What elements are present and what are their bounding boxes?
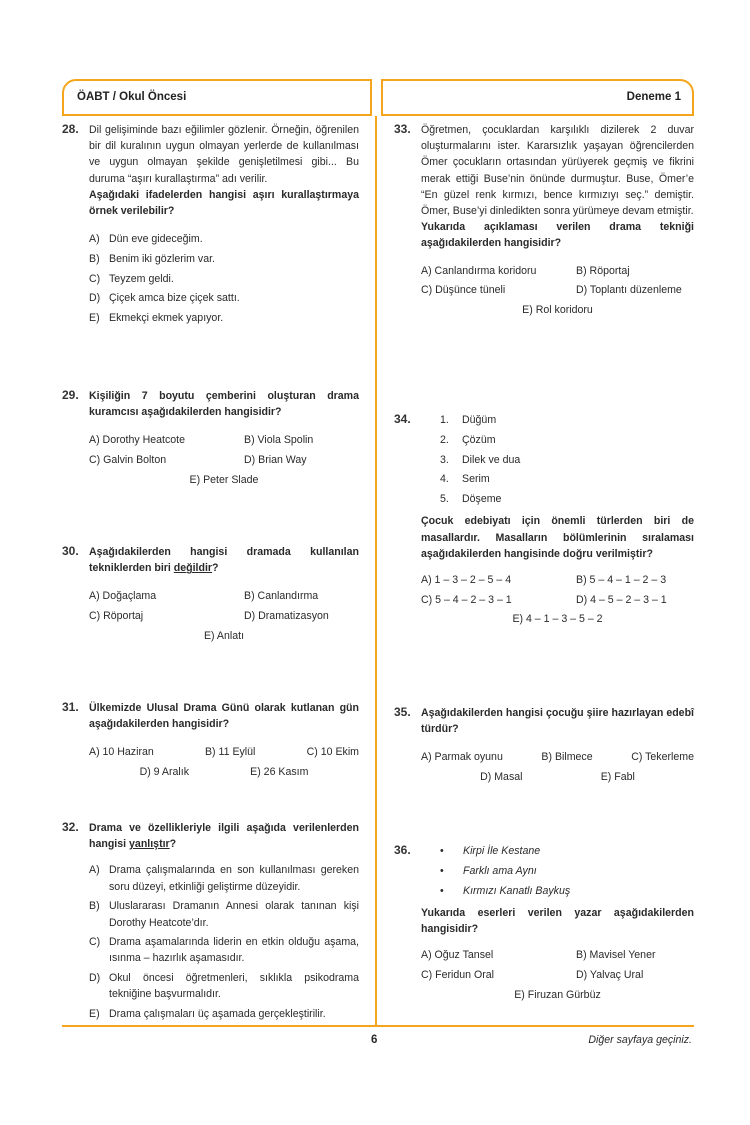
bullet-icon: • <box>440 845 444 857</box>
option-d[interactable]: D) Brian Way <box>244 454 307 467</box>
option-e[interactable]: E) Rol koridoru <box>522 304 593 317</box>
option-c[interactable]: C) Teyzem geldi. <box>89 272 174 285</box>
question-stem: Yukarıda eserleri verilen yazar aşağıdakilerden hangisidir? <box>421 906 694 935</box>
ordered-list <box>440 412 694 507</box>
question-30 <box>62 544 359 644</box>
option-b[interactable]: B) 5 – 4 – 1 – 2 – 3 <box>576 574 667 586</box>
option-e[interactable]: E) Firuzan Gürbüz <box>514 988 601 1001</box>
question-35 <box>394 705 694 785</box>
option-e[interactable]: E) 26 Kasım <box>250 766 309 779</box>
question-number: 29. <box>62 388 79 402</box>
list-item: 2. Çözüm <box>440 433 496 446</box>
question-stem: Aşağıdakilerden hangisi çocuğu şiire hazırlayan edebî türdür? <box>421 707 694 736</box>
question-number: 32. <box>62 820 79 834</box>
question-number: 34. <box>394 412 411 426</box>
option-b[interactable]: B) Viola Spolin <box>244 434 314 447</box>
question-36 <box>394 843 694 1003</box>
list-item: 4. Serim <box>440 473 490 486</box>
question-number: 31. <box>62 700 79 714</box>
option-a[interactable]: A) Canlandırma koridoru <box>421 264 537 277</box>
book-title-item: • Kırmızı Kanatlı Baykuş <box>440 883 694 899</box>
question-stem: Yukarıda açıklaması verilen drama tekniği aşağıdakilerden hangisidir? <box>421 221 694 250</box>
option-c[interactable]: C) Düşünce tüneli <box>421 284 506 297</box>
option-a[interactable]: A) Dorothy Heatcote <box>89 434 185 447</box>
option-e[interactable]: E) Drama çalışmaları üç aşamada gerçekleştirilir. <box>89 1008 326 1021</box>
book-title-item: • Kirpi İle Kestane <box>440 843 694 859</box>
option-e[interactable]: E) Peter Slade <box>189 473 259 486</box>
list-item: 5. Döşeme <box>440 493 502 506</box>
option-a[interactable]: A) 10 Haziran <box>89 746 154 759</box>
option-b[interactable]: B) Bilmece <box>541 751 593 764</box>
option-d[interactable]: D) Yalvaç Ural <box>576 968 644 981</box>
option-b[interactable]: B) Mavisel Yener <box>576 949 656 962</box>
bullet-icon: • <box>440 884 444 897</box>
option-e[interactable]: E) 4 – 1 – 3 – 5 – 2 <box>512 613 603 626</box>
question-number: 36. <box>394 843 411 857</box>
option-a[interactable]: A) Oğuz Tansel <box>421 949 494 962</box>
exam-subject-title: ÖABT / Okul Öncesi <box>77 91 187 103</box>
question-32 <box>62 820 359 1026</box>
option-d[interactable]: D) 4 – 5 – 2 – 3 – 1 <box>576 593 667 606</box>
question-28 <box>62 122 359 330</box>
option-b[interactable]: B) Canlandırma <box>244 590 319 603</box>
question-text: Dil gelişiminde bazı eğilimler gözlenir. Örneğin, öğrenilen bir dil kuralının uygun olmayan yerlerde de kullanılması ve uygun olmayan şekilde genişletilmesi gibi... Bu duruma “aşırı kurallaştırma” adı verilir. <box>89 124 359 185</box>
option-c[interactable]: C) 10 Ekim <box>306 746 359 759</box>
option-b[interactable]: B) 11 Eylül <box>204 746 256 759</box>
option-d[interactable]: D) Toplantı düzenleme <box>576 284 682 297</box>
option-b[interactable]: B) Röportaj <box>576 264 630 277</box>
bullet-icon: • <box>440 864 444 877</box>
option-e[interactable]: E) Ekmekçi ekmek yapıyor. <box>89 312 224 325</box>
book-title-item: • Farklı ama Aynı <box>440 863 694 879</box>
question-29 <box>62 388 359 488</box>
list-item: 3. Dilek ve dua <box>440 453 521 466</box>
option-c[interactable]: C) Tekerleme <box>631 751 694 764</box>
option-e[interactable]: E) Anlatı <box>203 629 245 642</box>
question-text: Öğretmen, çocuklardan karşılıklı dizilerek 2 duvar oluşturmalarını ister. Kararsızlık yaşayan öğrencilerden Ömer çocukların ortasından yürüyerek geçmiş ve fikrini merak ettiği Buse’nin önünde durmuştur. Buse, Ömer’e “En güzel renk kırmızı, bence kırmızıyı seç.” demiştir. Ömer, Buse’yi dinledikten sonra yürümeye devam etmiştir. <box>421 124 694 218</box>
option-d[interactable]: D) Okul öncesi öğretmenleri, sıklıkla psikodrama tekniğine başvurmalıdır. <box>89 972 359 1001</box>
option-a[interactable]: A) Doğaçlama <box>89 590 157 603</box>
option-b[interactable]: B) Benim iki gözlerim var. <box>89 252 215 265</box>
option-c[interactable]: C) Galvin Bolton <box>89 454 167 467</box>
list-item: 1. Düğüm <box>440 414 497 426</box>
question-stem: Ülkemizde Ulusal Drama Günü olarak kutlanan gün aşağıdakilerden hangisidir? <box>89 702 359 731</box>
exam-edition-title: Deneme 1 <box>626 91 681 103</box>
question-stem: Kişiliğin 7 boyutu çemberini oluşturan drama kuramcısı aşağıdakilerden hangisidir? <box>89 390 359 419</box>
option-d[interactable]: D) Masal <box>480 771 523 784</box>
question-stem: Aşağıdaki ifadelerden hangisi aşırı kurallaştırmaya örnek verilebilir? <box>89 188 359 218</box>
option-b[interactable]: B) Uluslararası Dramanın Annesi olarak tanınan kişi Dorothy Heatcote’dır. <box>89 900 359 929</box>
option-c[interactable]: C) Röportaj <box>89 610 144 623</box>
question-number: 28. <box>62 122 79 136</box>
option-d[interactable]: D) 9 Aralık <box>139 766 190 779</box>
question-stem: Drama ve özellikleriyle ilgili aşağıda verilenlerden hangisi yanlıştır? <box>89 822 359 851</box>
stem-emphasis: yanlıştır <box>129 838 170 851</box>
header-right-box <box>381 79 694 116</box>
question-number: 30. <box>62 544 79 558</box>
option-d[interactable]: D) Dramatizasyon <box>244 610 329 623</box>
option-d[interactable]: D) Çiçek amca bize çiçek sattı. <box>89 292 240 305</box>
question-stem: Aşağıdakilerden hangisi dramada kullanılan tekniklerden biri değildir? <box>89 546 359 575</box>
column-divider <box>375 116 377 1026</box>
option-a[interactable]: A) 1 – 3 – 2 – 5 – 4 <box>421 574 512 586</box>
question-34 <box>394 412 694 628</box>
option-c[interactable]: C) Feridun Oral <box>421 968 494 981</box>
option-a[interactable]: A) Parmak oyunu <box>421 751 503 764</box>
option-a[interactable]: A) Drama çalışmalarında en son kullanılması gereken soru düzeyi, etkinliği geliştirme düzeyidir. <box>89 864 359 893</box>
question-33 <box>394 122 694 318</box>
question-number: 33. <box>394 122 411 136</box>
question-number: 35. <box>394 705 411 719</box>
question-stem: Çocuk edebiyatı için önemli türlerden biri de masallardır. Masalların bölümlerinin sıralaması aşağıdakilerden hangisinde doğru verilmiştir? <box>421 515 694 560</box>
option-a[interactable]: A) Dün eve gideceğim. <box>89 233 203 246</box>
next-page-note: Diğer sayfaya geçiniz. <box>588 1034 692 1046</box>
header-left-box <box>62 79 372 116</box>
option-c[interactable]: C) Drama aşamalarında liderin en etkin olduğu aşama, ısınma – hazırlık aşamasıdır. <box>89 936 359 965</box>
option-e[interactable]: E) Fabl <box>600 771 635 784</box>
page-number: 6 <box>371 1034 378 1046</box>
stem-emphasis: değildir <box>173 562 213 575</box>
option-c[interactable]: C) 5 – 4 – 2 – 3 – 1 <box>421 593 512 606</box>
question-31 <box>62 700 359 780</box>
